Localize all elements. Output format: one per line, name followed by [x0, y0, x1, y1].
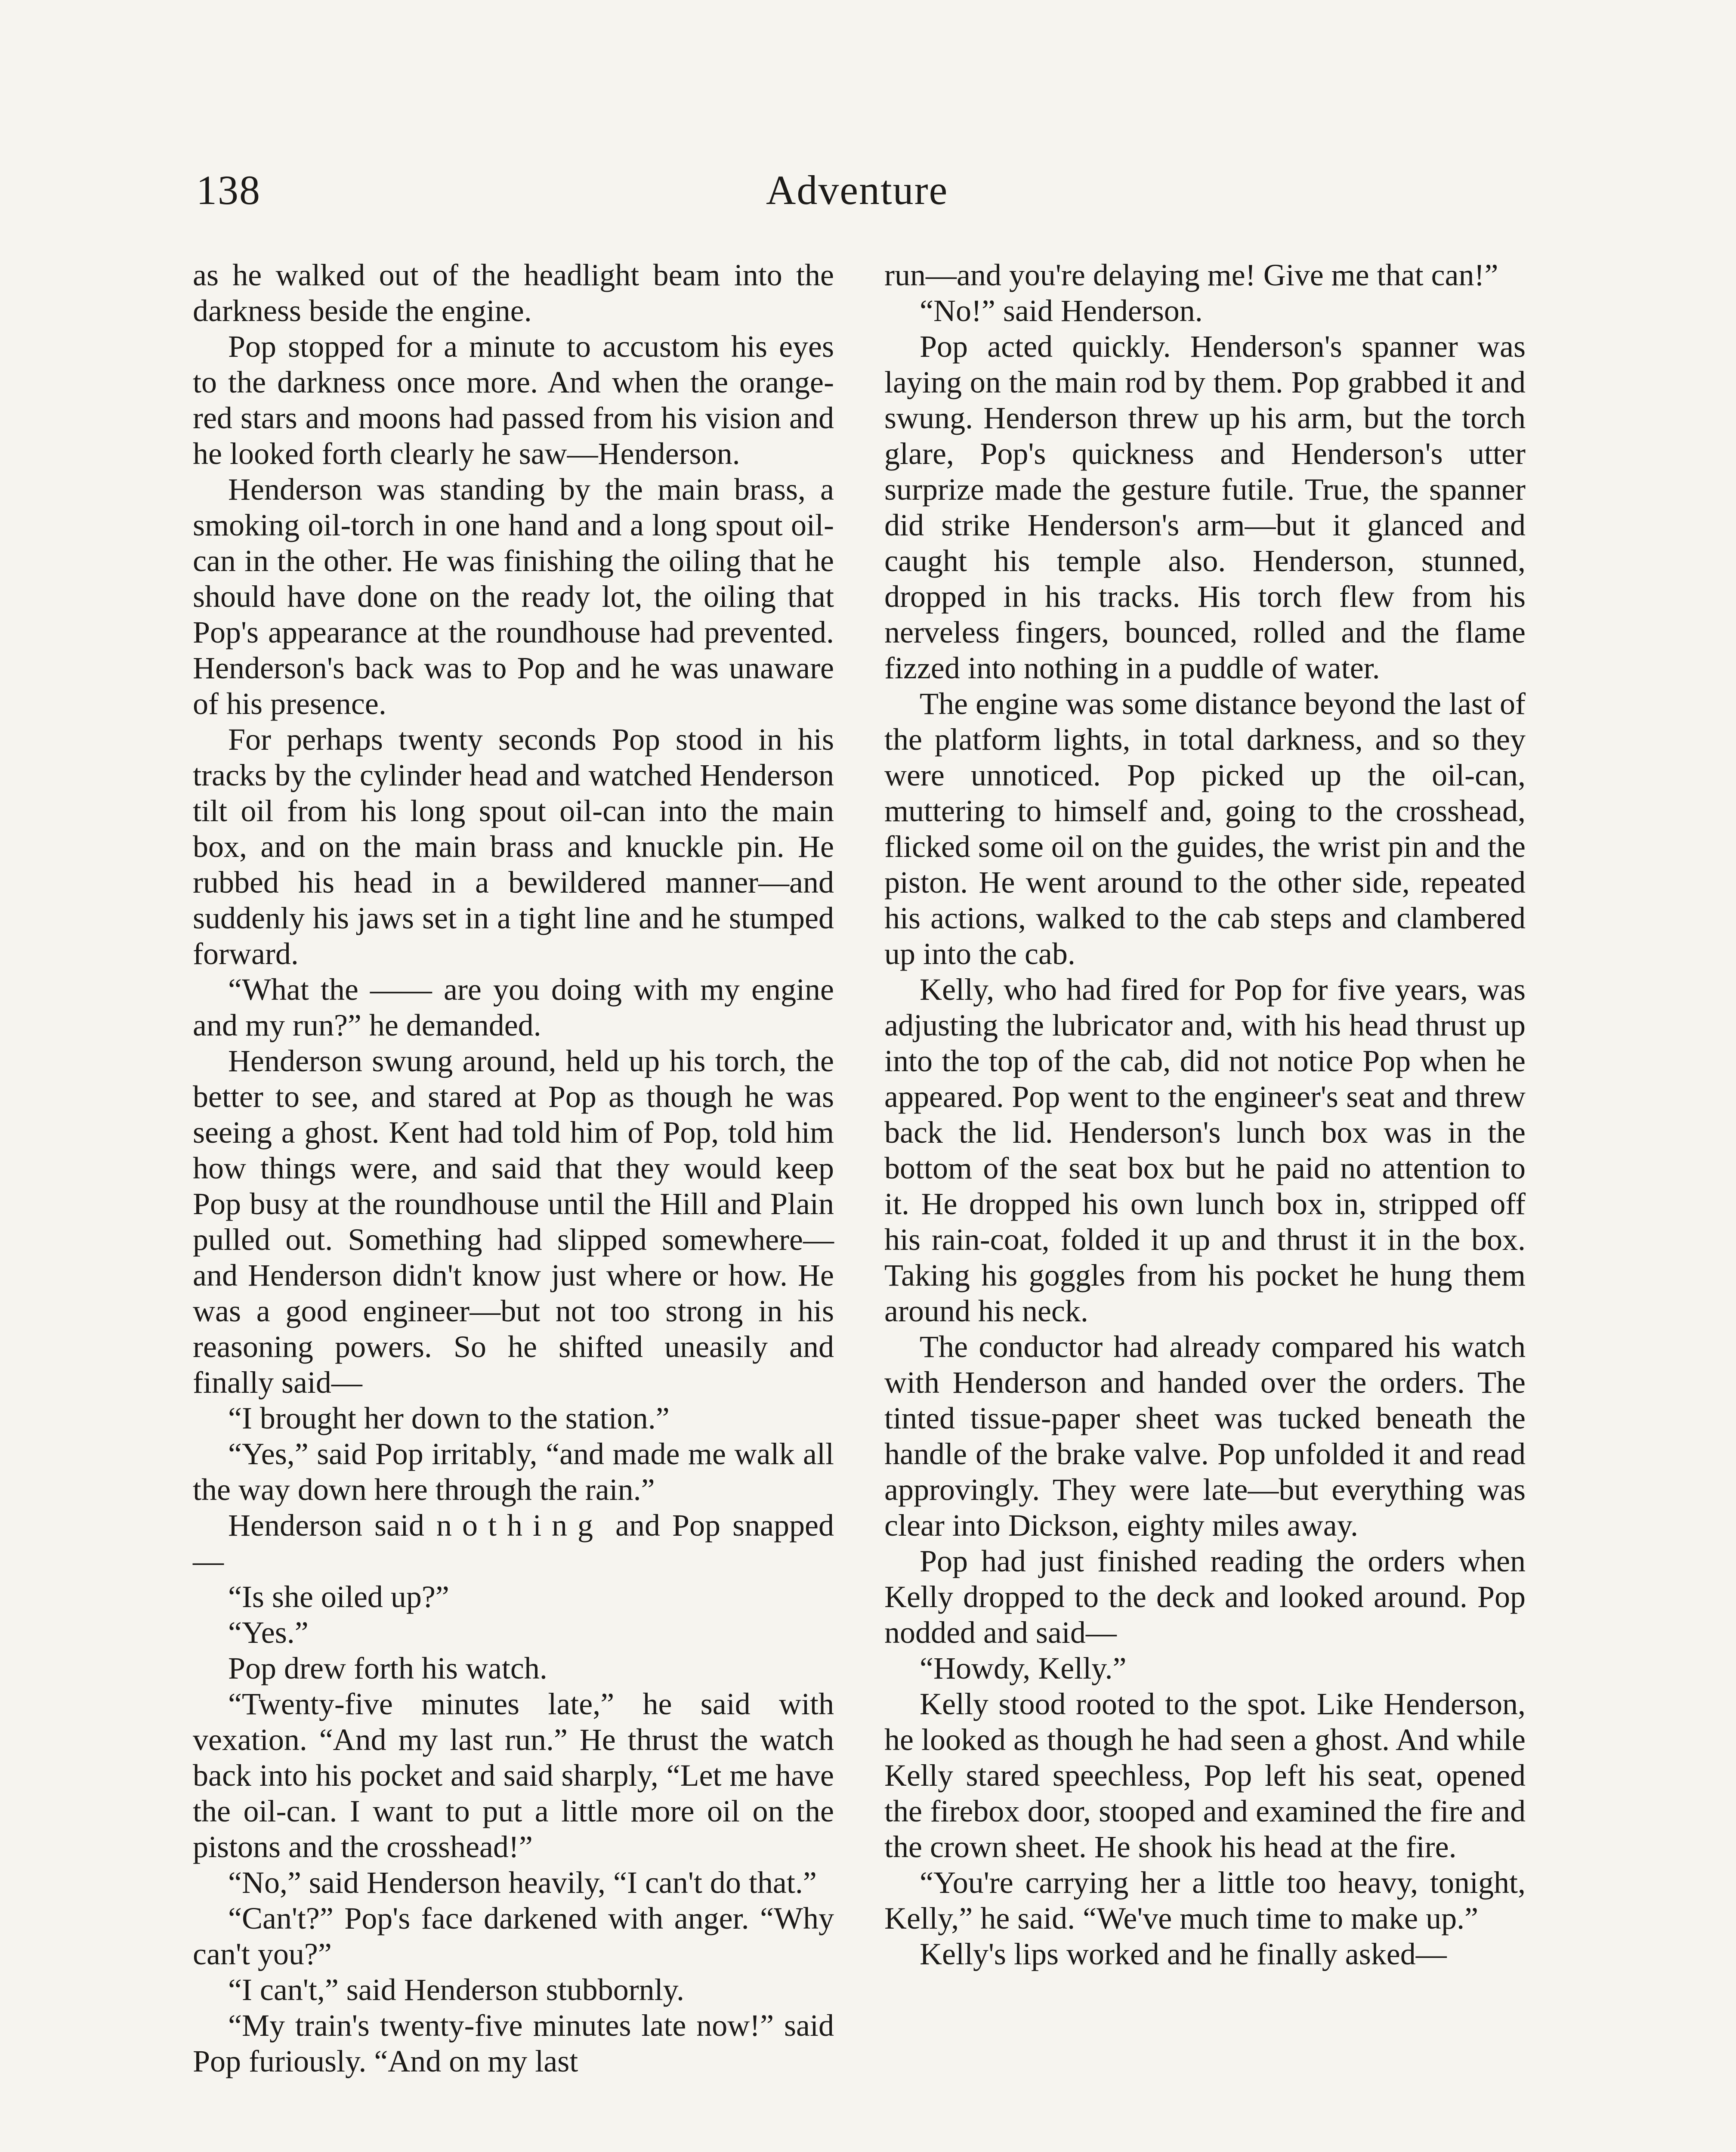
paragraph: “No!” said Henderson. — [920, 294, 1203, 328]
paragraph: Henderson was standing by the main brass, a smoking oil-torch in one hand and a long spout oil-can in the other. He was finishing the oiling that he should have done on the ready lot, the oiling that Pop's appearance at the roundhouse had prevented. Henderson's back was to Pop and he was unaware of his presence. — [193, 472, 834, 721]
paragraph: as he walked out of the headlight beam into the darkness beside the engine. — [193, 258, 834, 328]
paragraph: “Is she oiled up?” — [228, 1580, 449, 1614]
paragraph: “My train's twenty-five minutes late now!” said Pop furiously. “And on my last — [193, 2008, 834, 2078]
paragraph: Kelly's lips worked and he finally asked— — [920, 1937, 1447, 1971]
paragraph: Pop drew forth his watch. — [228, 1651, 547, 1685]
paragraph: Kelly, who had fired for Pop for five years, was adjusting the lubricator and, with his head thrust up into the top of the cab, did not notice Pop when he appeared. Pop went to the engineer's seat and threw back the lid. Henderson's lunch box was in the bottom of the seat box but he paid no attention to it. He dropped his own lunch box in, stripped off his rain-coat, folded it up and thrust it in the box. Taking his goggles from his pocket he hung them around his neck. — [884, 972, 1526, 1328]
paragraph: “No,” said Henderson heavily, “I can't do that.” — [228, 1865, 817, 1900]
paragraph: Pop had just finished reading the orders when Kelly dropped to the deck and looked around. Pop nodded and said— — [884, 1544, 1526, 1650]
paragraph: Pop acted quickly. Henderson's spanner was laying on the main rod by them. Pop grabbed it and swung. Henderson threw up his arm, but the torch glare, Pop's quickness and Henderson's utter surprize made the gesture futile. True, the spanner did strike Henderson's arm—but it glanced and caught his temple also. Henderson, stunned, dropped in his tracks. His torch flew from his nerveless fingers, bounced, rolled and the flame fizzed into nothing in a puddle of water. — [884, 329, 1526, 685]
paragraph: “Can't?” Pop's face darkened with anger. “Why can't you?” — [193, 1901, 834, 1971]
spaced-word: nothing — [436, 1508, 603, 1543]
paragraph: “I brought her down to the station.” — [228, 1401, 670, 1435]
paragraph: Pop stopped for a minute to accustom his eyes to the darkness once more. And when the orange-red stars and moons had passed from his vision and he looked forth clearly he saw—Henderson. — [193, 329, 834, 471]
paragraph: The engine was some distance beyond the last of the platform lights, in total darkness, and so they were unnoticed. Pop picked up the oil-can, muttering to himself and, going to the crosshead, flicked some oil on the guides, the wrist pin and the piston. He went around to the other side, repeated his actions, walked to the cab steps and clambered up into the cab. — [884, 686, 1526, 971]
paragraph: Henderson swung around, held up his torch, the better to see, and stared at Pop as though he was seeing a ghost. Kent had told him of Pop, told him how things were, and said that they would keep Pop busy at the roundhouse until the Hill and Plain pulled out. Something had slipped somewhere—and Henderson didn't know just where or how. He was a good engineer—but not too strong in his reasoning powers. So he shifted uneasily and finally said— — [193, 1044, 834, 1400]
paragraph: run—and you're delaying me! Give me that can!” — [884, 258, 1498, 292]
running-title: Adventure — [766, 167, 948, 213]
page-header — [0, 160, 1736, 220]
paragraph: “Howdy, Kelly.” — [920, 1651, 1127, 1685]
paragraph: “Twenty-five minutes late,” he said with vexation. “And my last run.” He thrust the watch back into his pocket and said sharply, “Let me have the oil-can. I want to put a little more oil on the pistons and the crosshead!” — [193, 1687, 834, 1864]
paragraph: The conductor had already compared his watch with Henderson and handed over the orders. The tinted tissue-paper sheet was tucked beneath the handle of the brake valve. Pop unfolded it and read approvingly. They were late—but everything was clear into Dickson, eighty miles away. — [884, 1330, 1526, 1543]
paragraph: “Yes.” — [228, 1615, 309, 1650]
paragraph: Kelly stood rooted to the spot. Like Henderson, he looked as though he had seen a ghost. And while Kelly stared speechless, Pop left his seat, opened the firebox door, stooped and examined the fire and the crown sheet. He shook his head at the fire. — [884, 1687, 1526, 1864]
paragraph-spaced — [193, 1508, 834, 1579]
paragraph: “What the —— are you doing with my engine and my run?” he demanded. — [193, 972, 834, 1042]
paragraph: “You're carrying her a little too heavy, tonight, Kelly,” he said. “We've much time to make up.” — [884, 1865, 1526, 1936]
right-column — [884, 257, 1526, 1972]
paragraph: “I can't,” said Henderson stubbornly. — [228, 1973, 684, 2007]
page-number: 138 — [196, 167, 261, 213]
paragraph: “Yes,” said Pop irritably, “and made me walk all the way down here through the rain.” — [193, 1437, 834, 1507]
left-column — [193, 257, 834, 2079]
spaced-before: Henderson said — [228, 1508, 424, 1543]
spaced-after: and Pop snapped— — [193, 1508, 834, 1578]
paragraph: For perhaps twenty seconds Pop stood in his tracks by the cylinder head and watched Henderson tilt oil from his long spout oil-can into the main box, and on the main brass and knuckle pin. He rubbed his head in a bewildered manner—and suddenly his jaws set in a tight line and he stumped forward. — [193, 722, 834, 971]
